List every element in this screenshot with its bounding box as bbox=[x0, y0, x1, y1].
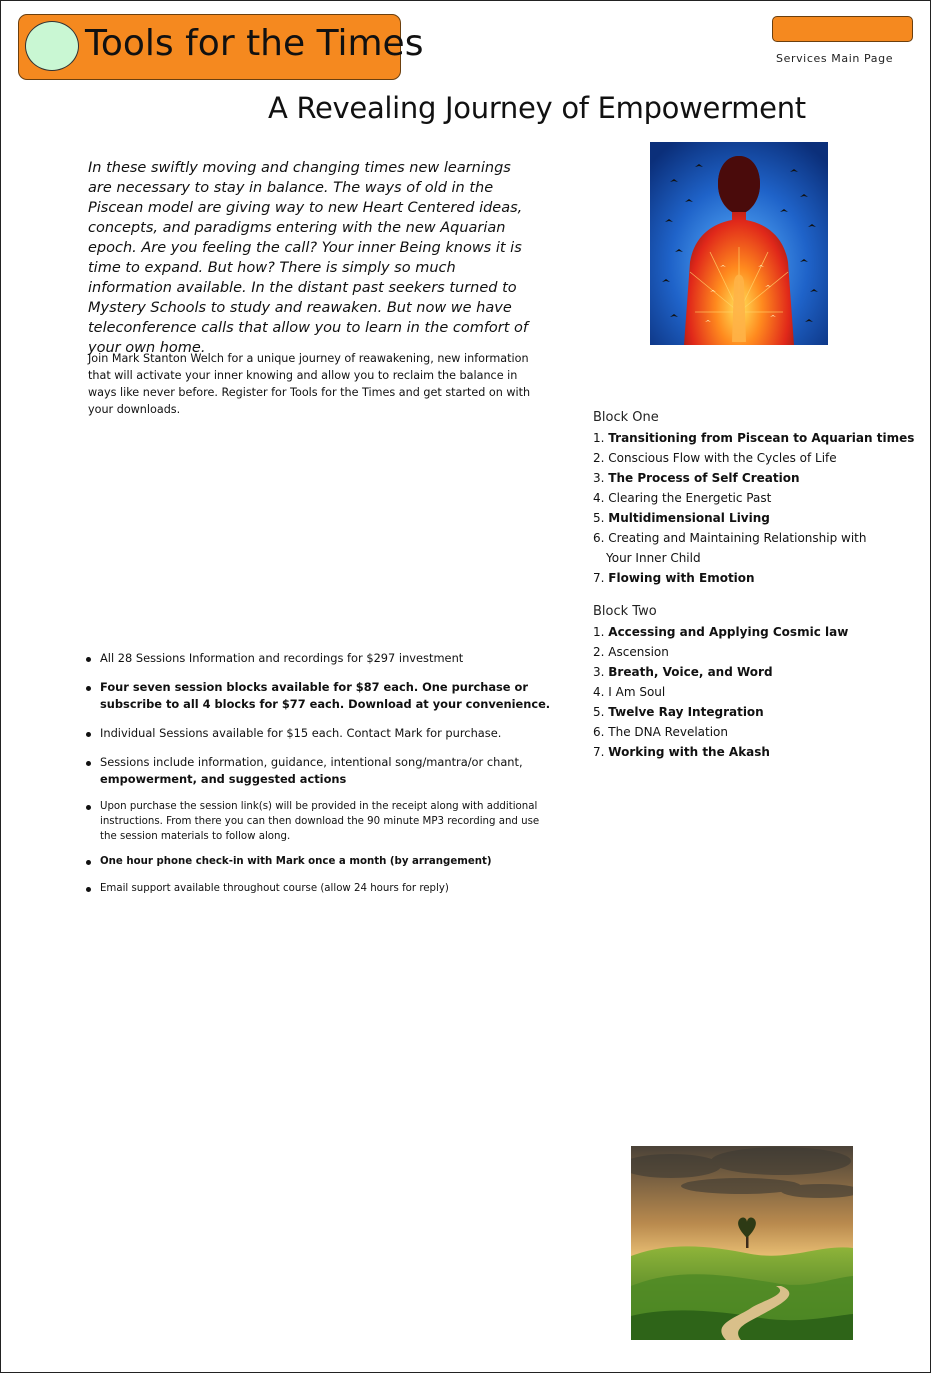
offering-text-bold: empowerment, and suggested actions bbox=[100, 772, 347, 786]
list-item bbox=[593, 742, 893, 762]
services-nav-button[interactable] bbox=[772, 16, 913, 42]
item-number: 6. bbox=[593, 725, 605, 739]
list-item bbox=[593, 568, 893, 588]
item-text: Accessing and Applying Cosmic law bbox=[608, 625, 849, 639]
list-item bbox=[593, 682, 893, 702]
block-one-section bbox=[593, 408, 915, 588]
item-number: 7. bbox=[593, 745, 605, 759]
offering-item: Individual Sessions available for $15 each. Contact Mark for purchase. bbox=[86, 725, 556, 742]
offering-item: One hour phone check-in with Mark once a month (by arrangement) bbox=[86, 854, 556, 869]
list-item bbox=[593, 468, 893, 488]
item-number: 2. bbox=[593, 451, 605, 465]
meditation-figure-image bbox=[650, 142, 828, 345]
services-main-page-link[interactable]: Services Main Page bbox=[776, 52, 894, 65]
list-item bbox=[593, 508, 893, 528]
list-item bbox=[593, 448, 893, 468]
item-text: Clearing the Energetic Past bbox=[608, 491, 772, 505]
item-text: Transitioning from Piscean to Aquarian times bbox=[608, 431, 915, 445]
list-item bbox=[593, 662, 893, 682]
item-text: The DNA Revelation bbox=[608, 725, 728, 739]
item-text: Conscious Flow with the Cycles of Life bbox=[608, 451, 837, 465]
site-title: Tools for the Times bbox=[85, 23, 424, 64]
item-number: 3. bbox=[593, 471, 605, 485]
offering-item: Email support available throughout course (allow 24 hours for reply) bbox=[86, 881, 556, 896]
item-text: Twelve Ray Integration bbox=[608, 705, 764, 719]
list-item bbox=[593, 622, 893, 642]
item-number: 5. bbox=[593, 511, 605, 525]
site-logo-banner[interactable] bbox=[18, 14, 424, 80]
offering-text: Sessions include information, guidance, intentional song/mantra/or chant, bbox=[100, 755, 523, 769]
item-number: 4. bbox=[593, 491, 605, 505]
item-text: The Process of Self Creation bbox=[608, 471, 800, 485]
logo-circle-icon bbox=[25, 21, 79, 71]
item-text-continued: Your Inner Child bbox=[606, 551, 701, 565]
item-number: 1. bbox=[593, 625, 605, 639]
item-number: 4. bbox=[593, 685, 605, 699]
item-number: 6. bbox=[593, 531, 605, 545]
offering-item: Upon purchase the session link(s) will be provided in the receipt along with additional instructions. From there you can then download the 90 minute MP3 recording and use the session materials to follow along. bbox=[86, 799, 556, 844]
block-two-title: Block Two bbox=[593, 604, 657, 619]
page-title: A Revealing Journey of Empowerment bbox=[268, 91, 806, 125]
heart-tree-landscape-image bbox=[631, 1146, 853, 1340]
item-text: Multidimensional Living bbox=[608, 511, 770, 525]
item-text: Creating and Maintaining Relationship with bbox=[608, 531, 867, 545]
list-item bbox=[593, 702, 893, 722]
intro-paragraph: In these swiftly moving and changing times new learnings are necessary to stay in balance. The ways of old in the Piscean model are giving way to new Heart Centered ideas, concepts, and paradigms entering with the new Aquarian epoch. Are you feeling the call? Your inner Being knows it is time to expand. But how? There is simply so much information available. In the distant past seekers turned to Mystery Schools to study and reawaken. But now we have teleconference calls that allow you to learn in the comfort of your own home. bbox=[88, 160, 529, 356]
item-number: 2. bbox=[593, 645, 605, 659]
item-number: 1. bbox=[593, 431, 605, 445]
offerings-list bbox=[86, 650, 556, 896]
offering-item: Four seven session blocks available for $87 each. One purchase or subscribe to all 4 blocks for $77 each. Download at your convenience. bbox=[86, 679, 556, 713]
offering-item bbox=[86, 754, 556, 788]
offering-item: All 28 Sessions Information and recordings for $297 investment bbox=[86, 650, 556, 667]
item-number: 3. bbox=[593, 665, 605, 679]
item-text: Ascension bbox=[608, 645, 669, 659]
list-item bbox=[593, 642, 893, 662]
item-number: 5. bbox=[593, 705, 605, 719]
list-item bbox=[593, 488, 893, 508]
item-text: Breath, Voice, and Word bbox=[608, 665, 773, 679]
block-one-title: Block One bbox=[593, 410, 659, 425]
list-item bbox=[593, 528, 893, 568]
item-number: 7. bbox=[593, 571, 605, 585]
block-two-section bbox=[593, 602, 893, 762]
item-text: I Am Soul bbox=[608, 685, 666, 699]
item-text: Working with the Akash bbox=[608, 745, 770, 759]
description-paragraph: Join Mark Stanton Welch for a unique journey of reawakening, new information that will activate your inner knowing and allow you to reclaim the balance in ways like never before. Register for Tools for the Times and get started on with your downloads. bbox=[88, 352, 531, 416]
item-text: Flowing with Emotion bbox=[608, 571, 755, 585]
list-item bbox=[593, 722, 893, 742]
list-item bbox=[593, 428, 915, 448]
